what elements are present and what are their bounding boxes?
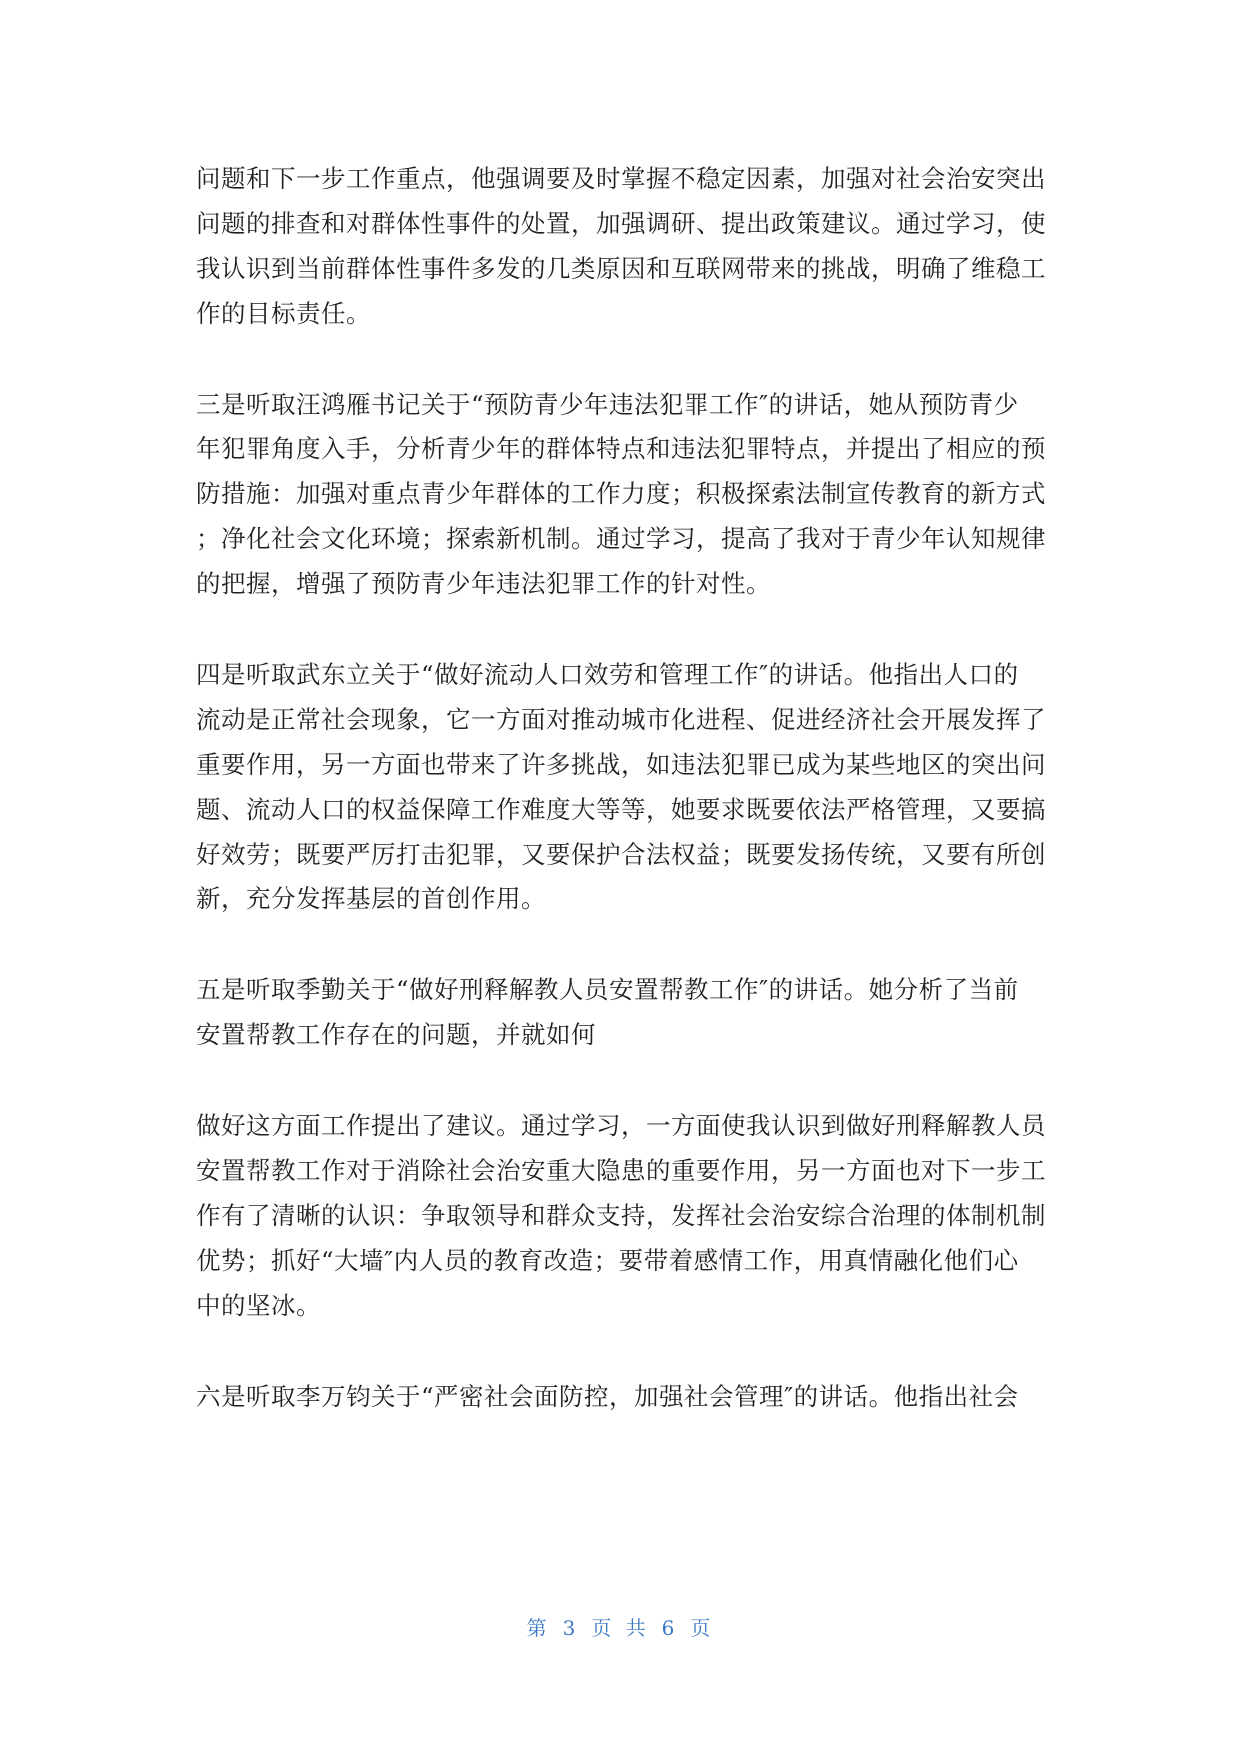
text-line: 三是听取汪鸿雁书记关于“预防青少年违法犯罪工作″的讲话，她从预防青少 — [196, 389, 1019, 419]
text-line: 我认识到当前群体性事件多发的几类原因和互联网带来的挑战，明确了维稳工 — [196, 253, 1046, 283]
text-line: 新，充分发挥基层的首创作用。 — [196, 884, 546, 914]
text-line: 六是听取李万钧关于“严密社会面防控，加强社会管理″的讲话。他指出社会 — [196, 1381, 1019, 1411]
paragraph-1 — [196, 157, 1058, 337]
page-footer — [0, 1612, 1241, 1641]
paragraph-4 — [196, 968, 1058, 1058]
footer-middle: 页 共 — [591, 1616, 650, 1640]
text-line: 好效劳；既要严厉打击犯罪，又要保护合法权益；既要发扬传统，又要有所创 — [196, 839, 1046, 869]
text-line: ；净化社会文化环境；探索新机制。通过学习，提高了我对于青少年认知规律 — [196, 524, 1046, 554]
text-line: 作有了清晰的认识：争取领导和群众支持，发挥社会治安综合治理的体制机制 — [196, 1200, 1046, 1230]
text-line: 问题和下一步工作重点，他强调要及时掌握不稳定因素，加强对社会治安突出 — [196, 164, 1046, 193]
paragraph-2 — [196, 383, 1058, 607]
text-line: 题、流动人口的权益保障工作难度大等等，她要求既要依法严格管理，又要搞 — [196, 794, 1046, 824]
current-page-number: 3 — [562, 1616, 580, 1640]
paragraph-3 — [196, 653, 1058, 922]
paragraph-5 — [196, 1104, 1058, 1328]
document-body — [196, 157, 1058, 1465]
text-line: 流动是正常社会现象，它一方面对推动城市化进程、促进经济社会开展发挥了 — [196, 704, 1046, 734]
paragraph-6 — [196, 1375, 1058, 1420]
text-line: 的把握，增强了预防青少年违法犯罪工作的针对性。 — [196, 569, 771, 599]
text-line: 安置帮教工作对于消除社会治安重大隐患的重要作用，另一方面也对下一步工 — [196, 1156, 1046, 1186]
text-line: 优势；抓好“大墙″内人员的教育改造；要带着感情工作，用真情融化他们心 — [196, 1245, 1019, 1275]
text-line: 做好这方面工作提出了建议。通过学习，一方面使我认识到做好刑释解教人员 — [196, 1111, 1046, 1141]
text-line: 四是听取武东立关于“做好流动人口效劳和管理工作″的讲话。他指出人口的 — [196, 660, 1019, 690]
text-line: 安置帮教工作存在的问题，并就如何 — [196, 1020, 596, 1050]
text-line: 作的目标责任。 — [196, 298, 371, 328]
text-line: 五是听取季勤关于“做好刑释解教人员安置帮教工作″的讲话。她分析了当前 — [196, 975, 1019, 1005]
footer-prefix: 第 — [526, 1616, 551, 1640]
text-line: 年犯罪角度入手，分析青少年的群体特点和违法犯罪特点，并提出了相应的预 — [196, 434, 1046, 464]
total-page-number: 6 — [661, 1616, 679, 1640]
text-line: 防措施：加强对重点青少年群体的工作力度；积极探索法制宣传教育的新方式 — [196, 479, 1046, 509]
footer-suffix: 页 — [690, 1616, 715, 1640]
text-line: 重要作用，另一方面也带来了许多挑战，如违法犯罪已成为某些地区的突出问 — [196, 749, 1046, 779]
text-line: 问题的排查和对群体性事件的处置，加强调研、提出政策建议。通过学习，使 — [196, 208, 1046, 238]
text-line: 中的坚冰。 — [196, 1290, 321, 1320]
